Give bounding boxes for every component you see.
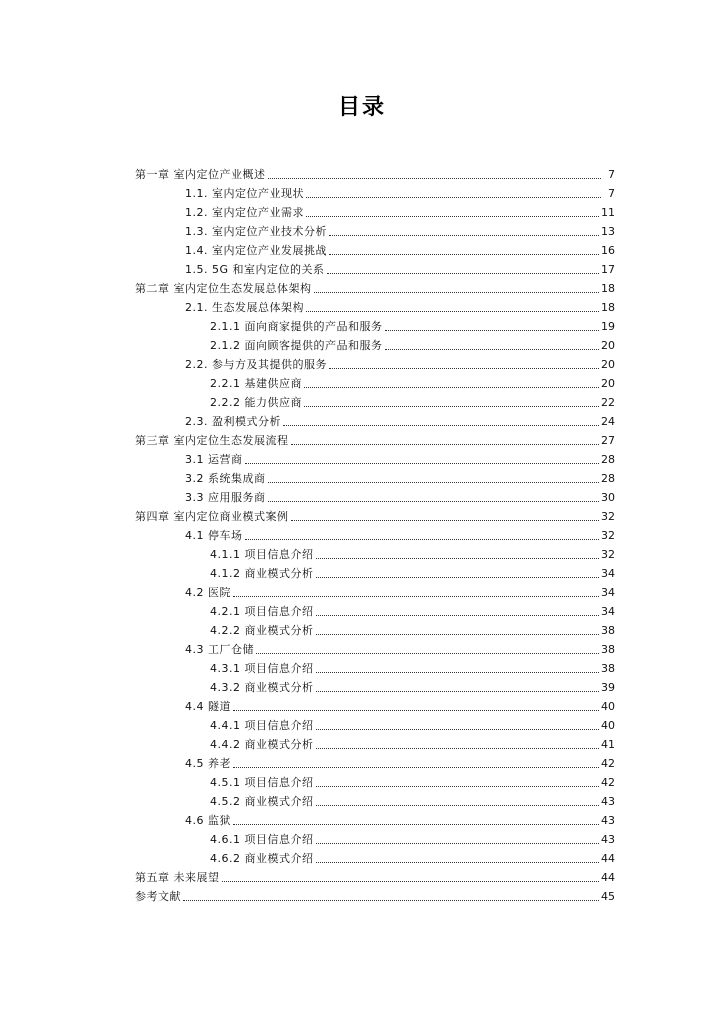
toc-entry[interactable] bbox=[135, 885, 615, 904]
toc-entry[interactable] bbox=[135, 201, 615, 220]
toc-entry[interactable] bbox=[135, 828, 615, 847]
toc-entry-label: 第四章 室内定位商业模式案例 bbox=[135, 510, 289, 523]
toc-leader-dots bbox=[233, 709, 599, 711]
toc-leader-dots bbox=[268, 500, 600, 502]
toc-entry-page-number: 40 bbox=[601, 719, 615, 732]
toc-entry-page-number: 43 bbox=[601, 833, 615, 846]
toc-leader-dots bbox=[268, 177, 602, 179]
toc-entry-page-number: 41 bbox=[601, 738, 615, 751]
toc-leader-dots bbox=[385, 348, 600, 350]
toc-entry[interactable] bbox=[135, 163, 615, 182]
toc-leader-dots bbox=[233, 823, 599, 825]
toc-entry[interactable] bbox=[135, 353, 615, 372]
toc-entry-label: 1.3. 室内定位产业技术分析 bbox=[185, 225, 327, 238]
toc-entry-page-number: 34 bbox=[601, 605, 615, 618]
toc-entry[interactable] bbox=[135, 391, 615, 410]
toc-entry[interactable] bbox=[135, 524, 615, 543]
toc-entry-page-number: 20 bbox=[601, 358, 615, 371]
toc-entry-label: 第三章 室内定位生态发展流程 bbox=[135, 434, 289, 447]
toc-entry-page-number: 32 bbox=[601, 529, 615, 542]
toc-entry[interactable] bbox=[135, 695, 615, 714]
toc-entry-label: 第一章 室内定位产业概述 bbox=[135, 168, 266, 181]
toc-leader-dots bbox=[314, 291, 600, 293]
toc-entry-page-number: 17 bbox=[601, 263, 615, 276]
toc-leader-dots bbox=[316, 557, 600, 559]
toc-entry-page-number: 20 bbox=[601, 339, 615, 352]
toc-entry[interactable] bbox=[135, 220, 615, 239]
toc-entry-page-number: 22 bbox=[601, 396, 615, 409]
toc-entry[interactable] bbox=[135, 277, 615, 296]
toc-entry-label: 2.1.2 面向顾客提供的产品和服务 bbox=[210, 339, 383, 352]
toc-entry-label: 第五章 未来展望 bbox=[135, 871, 220, 884]
toc-entry-page-number: 19 bbox=[601, 320, 615, 333]
toc-entry-page-number: 27 bbox=[601, 434, 615, 447]
toc-entry-page-number: 38 bbox=[601, 624, 615, 637]
toc-entry-page-number: 40 bbox=[601, 700, 615, 713]
toc-leader-dots bbox=[233, 595, 599, 597]
toc-entry-label: 4.1.2 商业模式分析 bbox=[210, 567, 314, 580]
toc-entry-label: 参考文献 bbox=[135, 890, 181, 903]
toc-entry-label: 1.2. 室内定位产业需求 bbox=[185, 206, 304, 219]
toc-leader-dots bbox=[306, 310, 599, 312]
toc-entry[interactable] bbox=[135, 296, 615, 315]
toc-leader-dots bbox=[233, 766, 599, 768]
toc-leader-dots bbox=[329, 234, 599, 236]
toc-entry-page-number: 20 bbox=[601, 377, 615, 390]
toc-entry[interactable] bbox=[135, 429, 615, 448]
toc-leader-dots bbox=[316, 804, 600, 806]
toc-leader-dots bbox=[256, 652, 599, 654]
toc-entry[interactable] bbox=[135, 657, 615, 676]
toc-entry-page-number: 7 bbox=[608, 187, 615, 200]
toc-leader-dots bbox=[316, 842, 600, 844]
toc-entry[interactable] bbox=[135, 505, 615, 524]
toc-entry-label: 3.3 应用服务商 bbox=[185, 491, 266, 504]
toc-entry-label: 4.2 医院 bbox=[185, 586, 231, 599]
toc-entry[interactable] bbox=[135, 258, 615, 277]
toc-entry[interactable] bbox=[135, 182, 615, 201]
toc-leader-dots bbox=[316, 690, 600, 692]
toc-leader-dots bbox=[316, 671, 600, 673]
toc-leader-dots bbox=[316, 614, 600, 616]
toc-entry-page-number: 30 bbox=[601, 491, 615, 504]
toc-entry-page-number: 32 bbox=[601, 510, 615, 523]
toc-leader-dots bbox=[222, 880, 600, 882]
toc-leader-dots bbox=[304, 405, 599, 407]
toc-entry-page-number: 32 bbox=[601, 548, 615, 561]
toc-leader-dots bbox=[291, 443, 600, 445]
toc-entry-page-number: 18 bbox=[601, 282, 615, 295]
toc-entry-label: 2.2.1 基建供应商 bbox=[210, 377, 302, 390]
toc-entry-label: 2.2. 参与方及其提供的服务 bbox=[185, 358, 327, 371]
toc-entry-page-number: 24 bbox=[601, 415, 615, 428]
toc-leader-dots bbox=[291, 519, 600, 521]
toc-entry[interactable] bbox=[135, 771, 615, 790]
toc-entry[interactable] bbox=[135, 239, 615, 258]
toc-entry-page-number: 18 bbox=[601, 301, 615, 314]
toc-entry-label: 4.6.2 商业模式介绍 bbox=[210, 852, 314, 865]
toc-leader-dots bbox=[306, 215, 599, 217]
toc-entry-page-number: 42 bbox=[601, 776, 615, 789]
toc-leader-dots bbox=[385, 329, 600, 331]
toc-leader-dots bbox=[245, 538, 600, 540]
toc-entry-label: 2.1.1 面向商家提供的产品和服务 bbox=[210, 320, 383, 333]
toc-entry-label: 4.6 监狱 bbox=[185, 814, 231, 827]
toc-entry[interactable] bbox=[135, 752, 615, 771]
toc-entry[interactable] bbox=[135, 866, 615, 885]
toc-entry[interactable] bbox=[135, 562, 615, 581]
toc-entry-label: 4.2.1 项目信息介绍 bbox=[210, 605, 314, 618]
toc-entry-label: 4.5 养老 bbox=[185, 757, 231, 770]
toc-entry-label: 4.4 隧道 bbox=[185, 700, 231, 713]
toc-entry[interactable] bbox=[135, 809, 615, 828]
toc-entry[interactable] bbox=[135, 676, 615, 695]
toc-entry[interactable] bbox=[135, 467, 615, 486]
toc-entry-label: 2.2.2 能力供应商 bbox=[210, 396, 302, 409]
toc-entry-label: 4.2.2 商业模式分析 bbox=[210, 624, 314, 637]
toc-leader-dots bbox=[283, 424, 599, 426]
toc-entry[interactable] bbox=[135, 600, 615, 619]
toc-entry-label: 3.2 系统集成商 bbox=[185, 472, 266, 485]
toc-leader-dots bbox=[316, 861, 600, 863]
page-title: 目录 bbox=[337, 95, 386, 120]
toc-entry-page-number: 38 bbox=[601, 662, 615, 675]
toc-entry-label: 第二章 室内定位生态发展总体架构 bbox=[135, 282, 312, 295]
toc-entry-label: 4.3.1 项目信息介绍 bbox=[210, 662, 314, 675]
toc-entry-label: 4.1.1 项目信息介绍 bbox=[210, 548, 314, 561]
toc-entry-label: 1.5. 5G 和室内定位的关系 bbox=[185, 263, 325, 276]
toc-entry[interactable] bbox=[135, 733, 615, 752]
toc-leader-dots bbox=[316, 576, 600, 578]
toc-entry-page-number: 13 bbox=[601, 225, 615, 238]
toc-leader-dots bbox=[306, 196, 601, 198]
toc-entry[interactable] bbox=[135, 315, 615, 334]
toc-entry-page-number: 34 bbox=[601, 586, 615, 599]
toc-entry[interactable] bbox=[135, 714, 615, 733]
toc-entry[interactable] bbox=[135, 638, 615, 657]
toc-leader-dots bbox=[304, 386, 599, 388]
toc-leader-dots bbox=[268, 481, 600, 483]
toc-entry-page-number: 16 bbox=[601, 244, 615, 257]
toc-entry[interactable] bbox=[135, 486, 615, 505]
toc-entry-page-number: 11 bbox=[601, 206, 615, 219]
toc-leader-dots bbox=[245, 462, 600, 464]
toc-entry-label: 2.1. 生态发展总体架构 bbox=[185, 301, 304, 314]
toc-entry-label: 4.4.2 商业模式分析 bbox=[210, 738, 314, 751]
toc-entry[interactable] bbox=[135, 543, 615, 562]
toc-entry-label: 4.4.1 项目信息介绍 bbox=[210, 719, 314, 732]
toc-entry[interactable] bbox=[135, 847, 615, 866]
toc-entry[interactable] bbox=[135, 581, 615, 600]
toc-leader-dots bbox=[327, 272, 599, 274]
toc-leader-dots bbox=[316, 747, 600, 749]
toc-entry-page-number: 39 bbox=[601, 681, 615, 694]
toc-entry[interactable] bbox=[135, 410, 615, 429]
toc-leader-dots bbox=[316, 785, 600, 787]
toc-entry-page-number: 43 bbox=[601, 814, 615, 827]
toc-entry-page-number: 38 bbox=[601, 643, 615, 656]
toc-entry-label: 4.3.2 商业模式分析 bbox=[210, 681, 314, 694]
toc-leader-dots bbox=[183, 899, 599, 901]
toc-entry-label: 2.3. 盈利模式分析 bbox=[185, 415, 281, 428]
toc-entry-page-number: 7 bbox=[608, 168, 615, 181]
toc-entry-page-number: 44 bbox=[601, 871, 615, 884]
toc-entry-label: 4.5.1 项目信息介绍 bbox=[210, 776, 314, 789]
toc-entry-label: 4.1 停车场 bbox=[185, 529, 243, 542]
toc-entry-page-number: 34 bbox=[601, 567, 615, 580]
toc-leader-dots bbox=[316, 728, 600, 730]
toc-entry[interactable] bbox=[135, 448, 615, 467]
toc-entry[interactable] bbox=[135, 334, 615, 353]
toc-entry[interactable] bbox=[135, 790, 615, 809]
toc-entry-label: 4.3 工厂仓储 bbox=[185, 643, 254, 656]
toc-entry[interactable] bbox=[135, 619, 615, 638]
toc-entry-page-number: 28 bbox=[601, 472, 615, 485]
toc-entry-label: 1.4. 室内定位产业发展挑战 bbox=[185, 244, 327, 257]
toc-entry-label: 4.5.2 商业模式介绍 bbox=[210, 795, 314, 808]
toc-leader-dots bbox=[329, 253, 599, 255]
toc-entry-label: 4.6.1 项目信息介绍 bbox=[210, 833, 314, 846]
toc-entry-page-number: 43 bbox=[601, 795, 615, 808]
toc-entry-page-number: 42 bbox=[601, 757, 615, 770]
toc-entry-page-number: 28 bbox=[601, 453, 615, 466]
toc-entry-label: 3.1 运营商 bbox=[185, 453, 243, 466]
toc-entry-page-number: 45 bbox=[601, 890, 615, 903]
toc-entry-label: 1.1. 室内定位产业现状 bbox=[185, 187, 304, 200]
toc-leader-dots bbox=[329, 367, 599, 369]
table-of-contents bbox=[135, 163, 615, 904]
toc-entry-page-number: 44 bbox=[601, 852, 615, 865]
toc-entry[interactable] bbox=[135, 372, 615, 391]
toc-leader-dots bbox=[316, 633, 600, 635]
